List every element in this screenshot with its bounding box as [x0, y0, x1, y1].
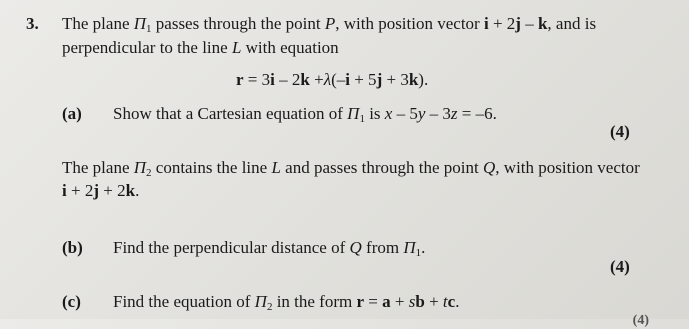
part-c-marks-cut: (4)	[632, 313, 649, 328]
part-c-text: Find the equation of $\Pi_2$ in the form r = a + sb + tc.	[113, 292, 460, 313]
part-a-marks: (4)	[610, 122, 630, 141]
part-a-label: (a)	[62, 104, 82, 123]
plane2-line-2: i + 2j + 2k.	[62, 181, 140, 200]
line-equation: r = 3i – 2k +λ(–i + 5j + 3k).	[236, 70, 429, 89]
part-b-marks: (4)	[610, 257, 630, 276]
plane2-line-1: The plane $\Pi_2$ contains the line L and passes through the point Q, with position vector	[62, 158, 640, 179]
part-b-text: Find the perpendicular distance of Q from $\Pi_1$.	[113, 238, 426, 259]
part-c-label: (c)	[62, 292, 81, 311]
intro-line-1: The plane $\Pi_1$ passes through the point P, with position vector i + 2j – k, and is	[62, 14, 597, 35]
question-number: 3.	[26, 14, 39, 33]
intro-line-2: perpendicular to the line L with equation	[62, 38, 339, 57]
part-b-label: (b)	[62, 238, 83, 257]
part-a-text: Show that a Cartesian equation of $\Pi_1$ is x – 5y – 3z = –6.	[113, 104, 497, 125]
